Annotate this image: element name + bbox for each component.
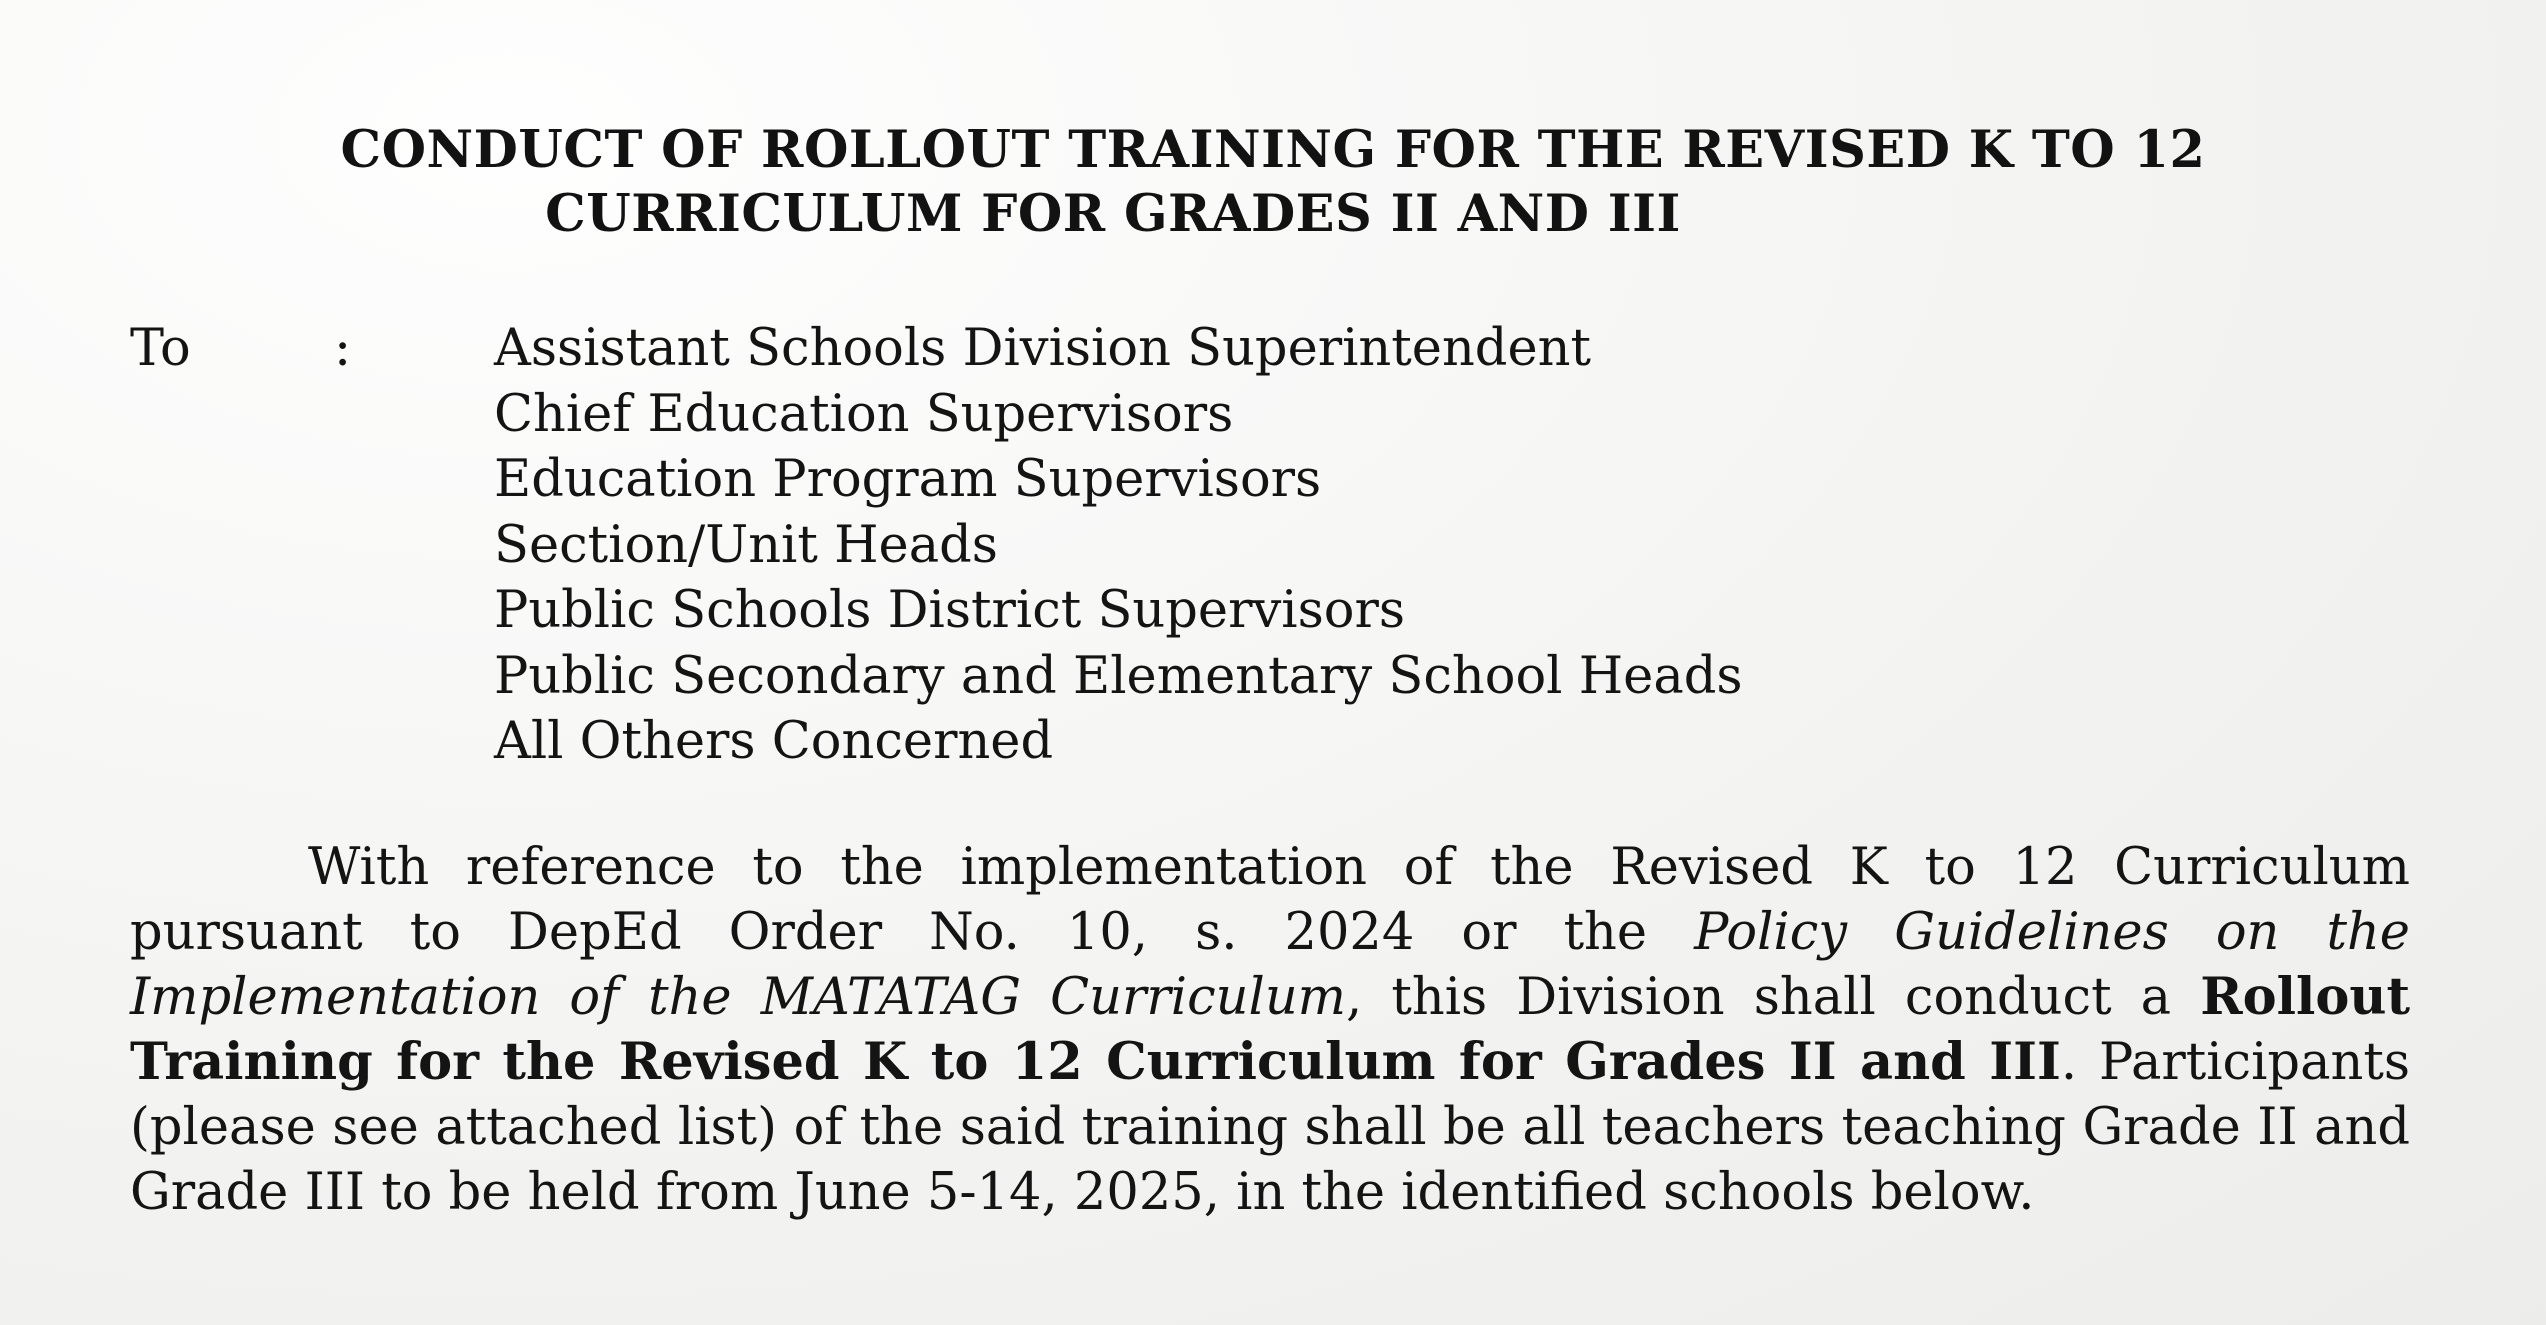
recipient-item: Section/Unit Heads	[494, 515, 998, 575]
recipient-item: Chief Education Supervisors	[494, 384, 1234, 444]
body-text-part-3: . Participants (please see attached list) of the said training shall be all teachers teaching Grade II and Grade III to be held from June 5-14, 2025, in the identified schools below.	[130, 1033, 2410, 1222]
recipient-item: Public Schools District Supervisors	[494, 581, 1406, 640]
training-title-bold: Rollout Training for the Revised K to 12 Curriculum for Grades II and III	[130, 967, 2411, 1092]
to-label: To	[130, 319, 191, 378]
recipient-item: Education Program Supervisors	[494, 450, 1322, 509]
body-text-part-1: With reference to the implementation of the Revised K to 12 Curriculum pursuant to DepEd Order No. 10, s. 2024 or the	[130, 838, 2410, 962]
body-text-part-2: , this Division shall conduct a	[1346, 968, 2201, 1027]
recipient-item: Assistant Schools Division Superintendent	[494, 319, 1591, 378]
policy-title-italic: Policy Guidelines on the Implementation of the MATATAG Curriculum	[130, 903, 2410, 1027]
recipient-item: Public Secondary and Elementary School Heads	[494, 646, 1743, 706]
recipient-item: All Others Concerned	[494, 712, 1054, 771]
memo-title-line-1: CONDUCT OF ROLLOUT TRAINING FOR THE REVISED K TO 12	[340, 120, 2206, 180]
recipient-list	[494, 316, 1743, 775]
body-paragraph	[130, 835, 2410, 1225]
memo-title-line-2: CURRICULUM FOR GRADES II AND III	[545, 184, 1681, 244]
to-colon: :	[334, 319, 352, 378]
